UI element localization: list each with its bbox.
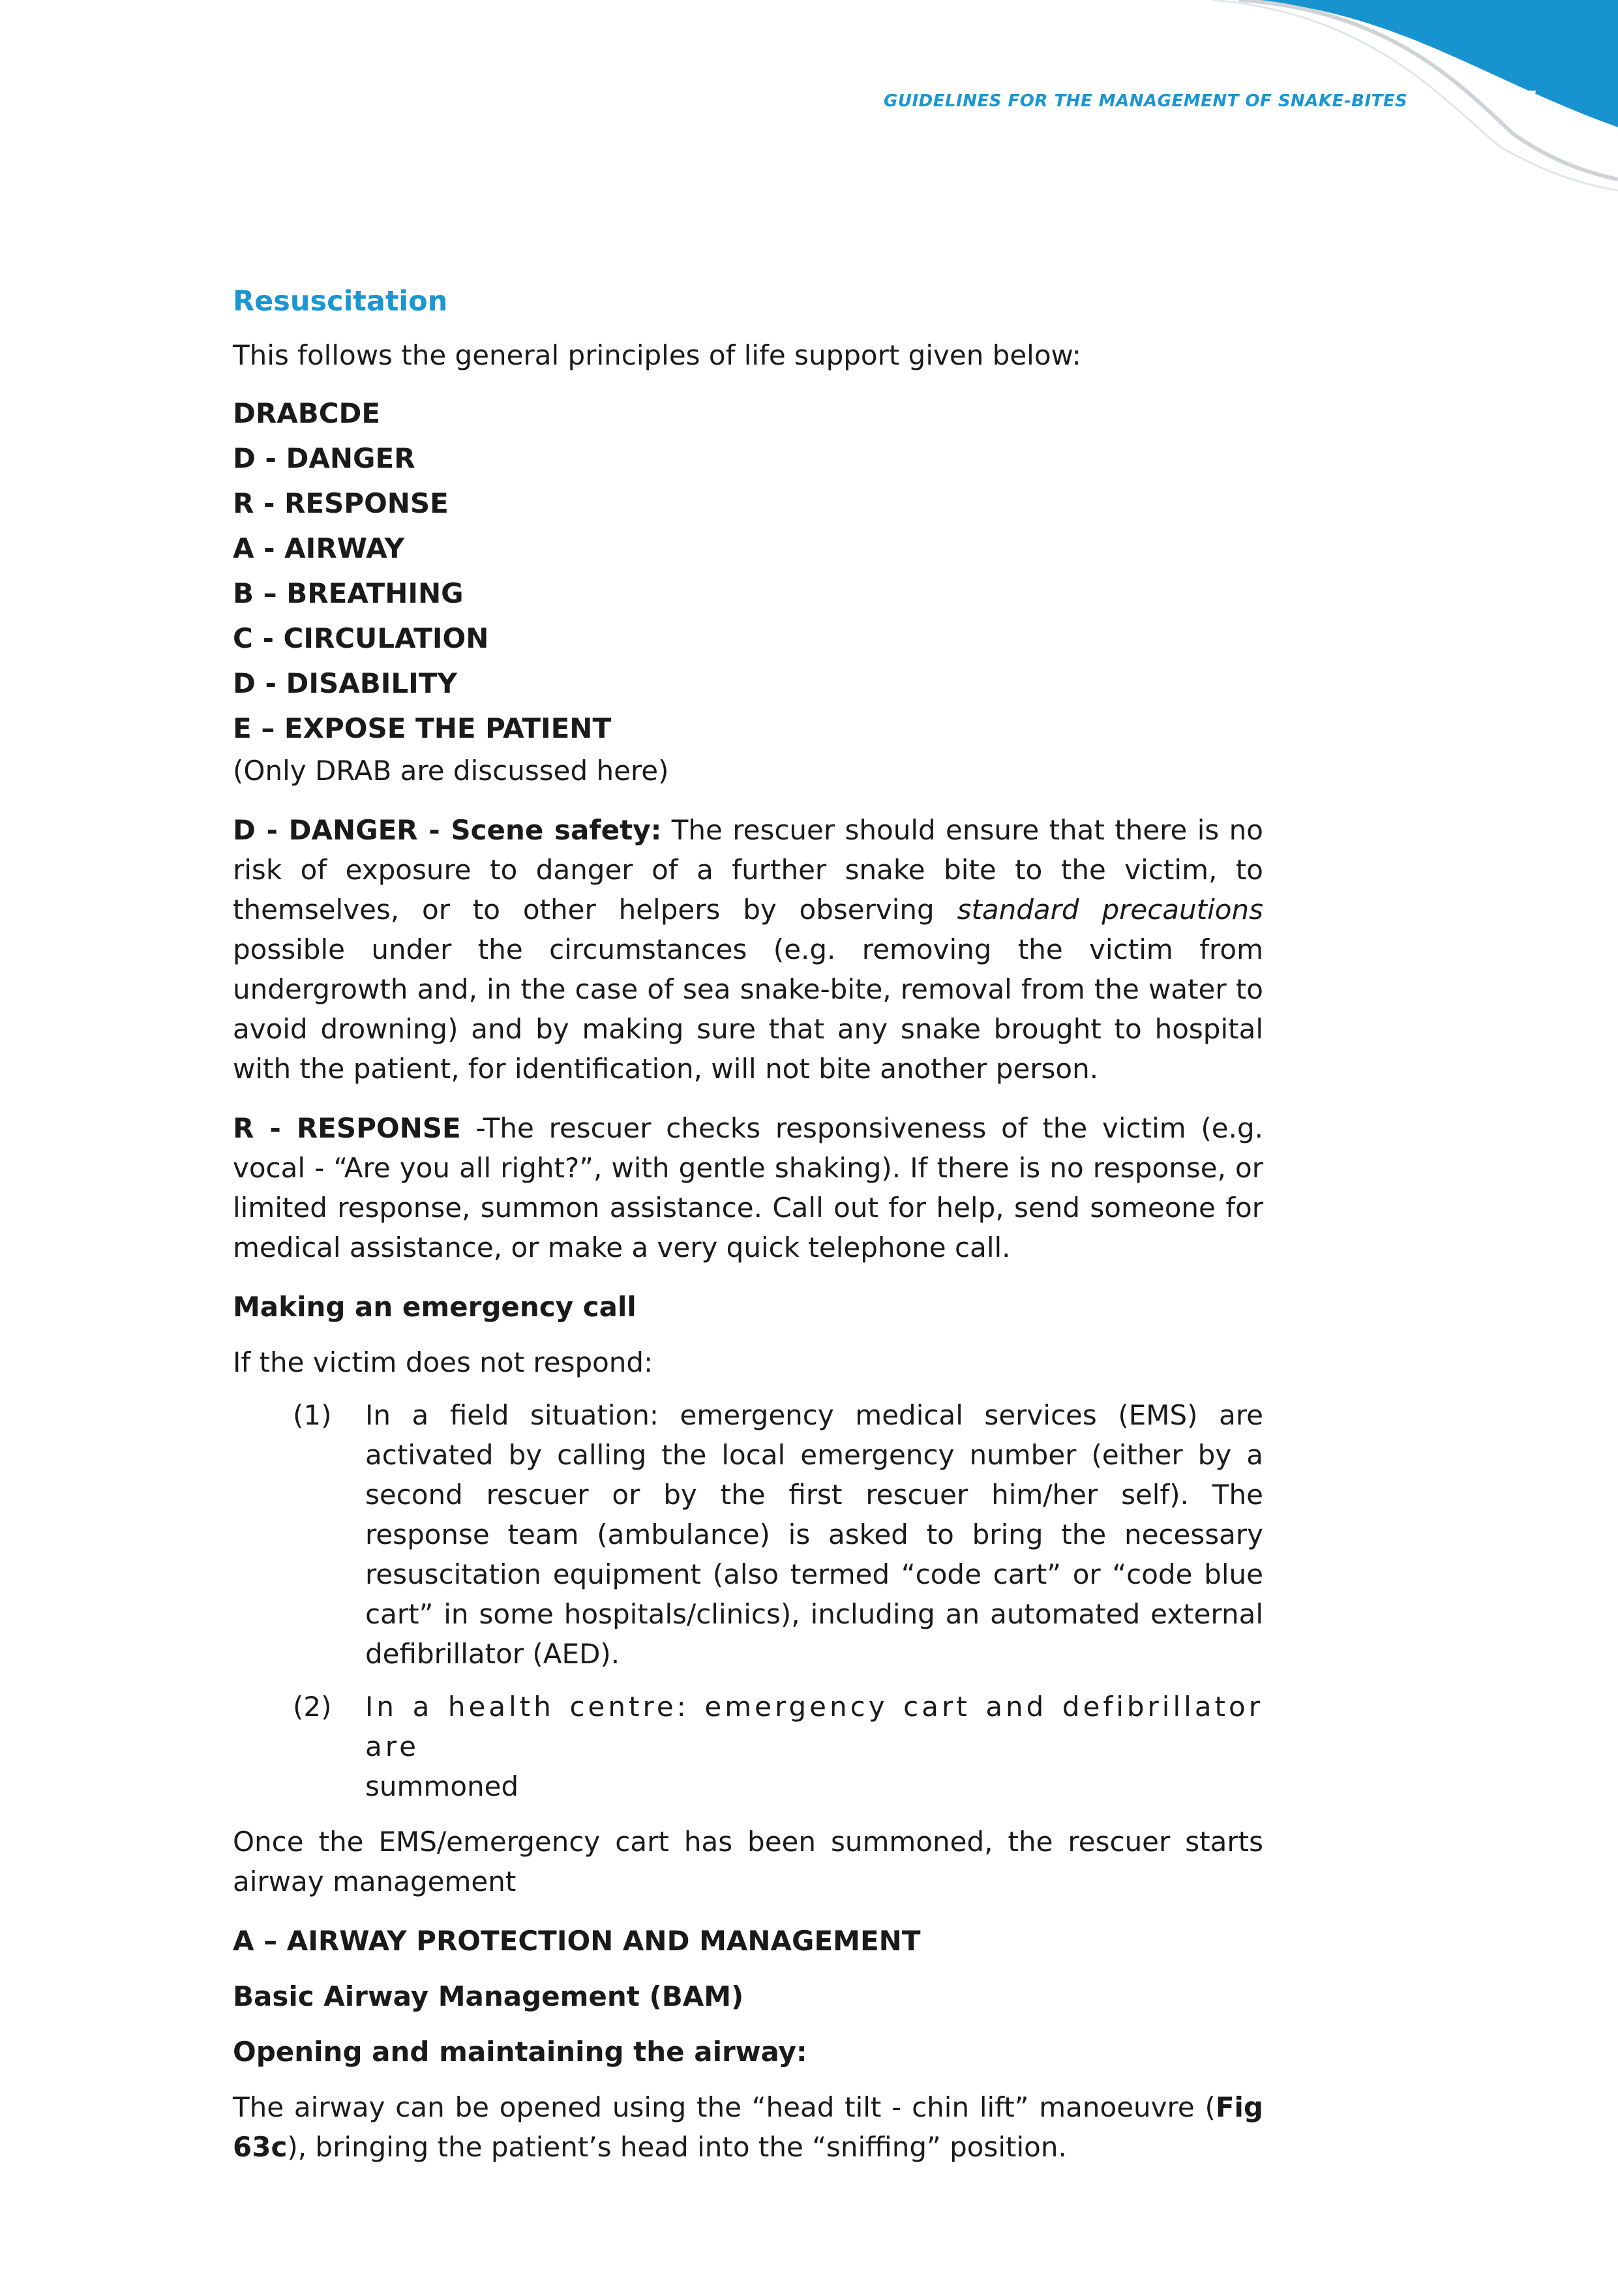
danger-text: The rescuer should ensure that there is no risk of exposure to danger of a further snake bite to the victim, to themselves, or to other helpers by observing [233,814,1263,926]
danger-italic: standard precautions [957,894,1263,926]
list-text: In a field situation: emergency medical services (EMS) are activated by calling the local emergency number (either by a second rescuer or by the first rescuer him/her self). The response team (ambulance) is asked to bring the necessary resuscitation equipment (also termed “code cart” or “code blue cart” in some hospitals/clinics), including an automated external defibrillator (AED). [365,1399,1263,1670]
airway-heading: A – AIRWAY PROTECTION AND MANAGEMENT [233,1925,921,1957]
airway-paragraph [233,2087,1263,2167]
drab-item: E – EXPOSE THE PATIENT [233,712,612,744]
drab-item: A - AIRWAY [233,532,404,564]
running-header: GUIDELINES FOR THE MANAGEMENT OF SNAKE-BITES [884,91,1408,111]
page-number: 97 [1506,86,1538,115]
after-list-paragraph: Once the EMS/emergency cart has been summoned, the rescuer starts airway management [233,1826,1263,1897]
list-text-line2: summoned [365,1770,519,1802]
danger-lead: D - DANGER - Scene safety: [233,814,662,846]
airway-text-end: ), bringing the patient’s head into the “sniffing” position. [287,2131,1067,2163]
list-text [365,1687,1263,1806]
response-text: -The rescuer checks responsiveness of the victim (e.g. vocal - “Are you all right?”, with gentle shaking). If there is no response, or limited response, summon assistance. Call out for help, send someone for medical assistance, or make a very quick telephone call. [233,1112,1264,1263]
airway-subheading-opening: Opening and maintaining the airway: [233,2036,807,2068]
drab-item: D - DANGER [233,442,415,474]
drab-item: D - DISABILITY [233,667,457,699]
danger-paragraph [233,810,1263,1089]
emergency-list [233,1395,1263,1806]
airway-text: The airway can be opened using the “head tilt - chin lift” manoeuvre ( [233,2091,1216,2123]
drab-item: R - RESPONSE [233,487,449,519]
list-number: (2) [293,1691,332,1723]
list-text-line1: In a health centre: emergency cart and defibrillator are [365,1691,1263,1762]
list-number: (1) [293,1399,332,1431]
figure-reference: Fig 63c [233,2091,1263,2163]
emergency-heading: Making an emergency call [233,1291,637,1323]
drab-item: B – BREATHING [233,577,464,609]
section-title: Resuscitation [233,285,448,318]
list-item [233,1687,1263,1806]
drabcde-list [233,391,1263,751]
drab-item: C - CIRCULATION [233,622,489,654]
response-paragraph [233,1108,1263,1267]
airway-subheading-bam: Basic Airway Management (BAM) [233,1980,744,2012]
page-body [233,282,1263,2167]
drabcde-heading: DRABCDE [233,397,381,429]
drab-note: (Only DRAB are discussed here) [233,755,669,787]
intro-paragraph: This follows the general principles of life support given below: [233,339,1081,371]
danger-text-end: possible under the circumstances (e.g. removing the victim from undergrowth and, in the case of sea snake-bite, removal from the water to avoid drowning) and by making sure that any snake brought to hospital with the patient, for identification, will not bite another person. [233,933,1263,1085]
response-lead: R - RESPONSE [233,1112,461,1144]
emergency-intro: If the victim does not respond: [233,1346,653,1378]
list-item [233,1395,1263,1674]
